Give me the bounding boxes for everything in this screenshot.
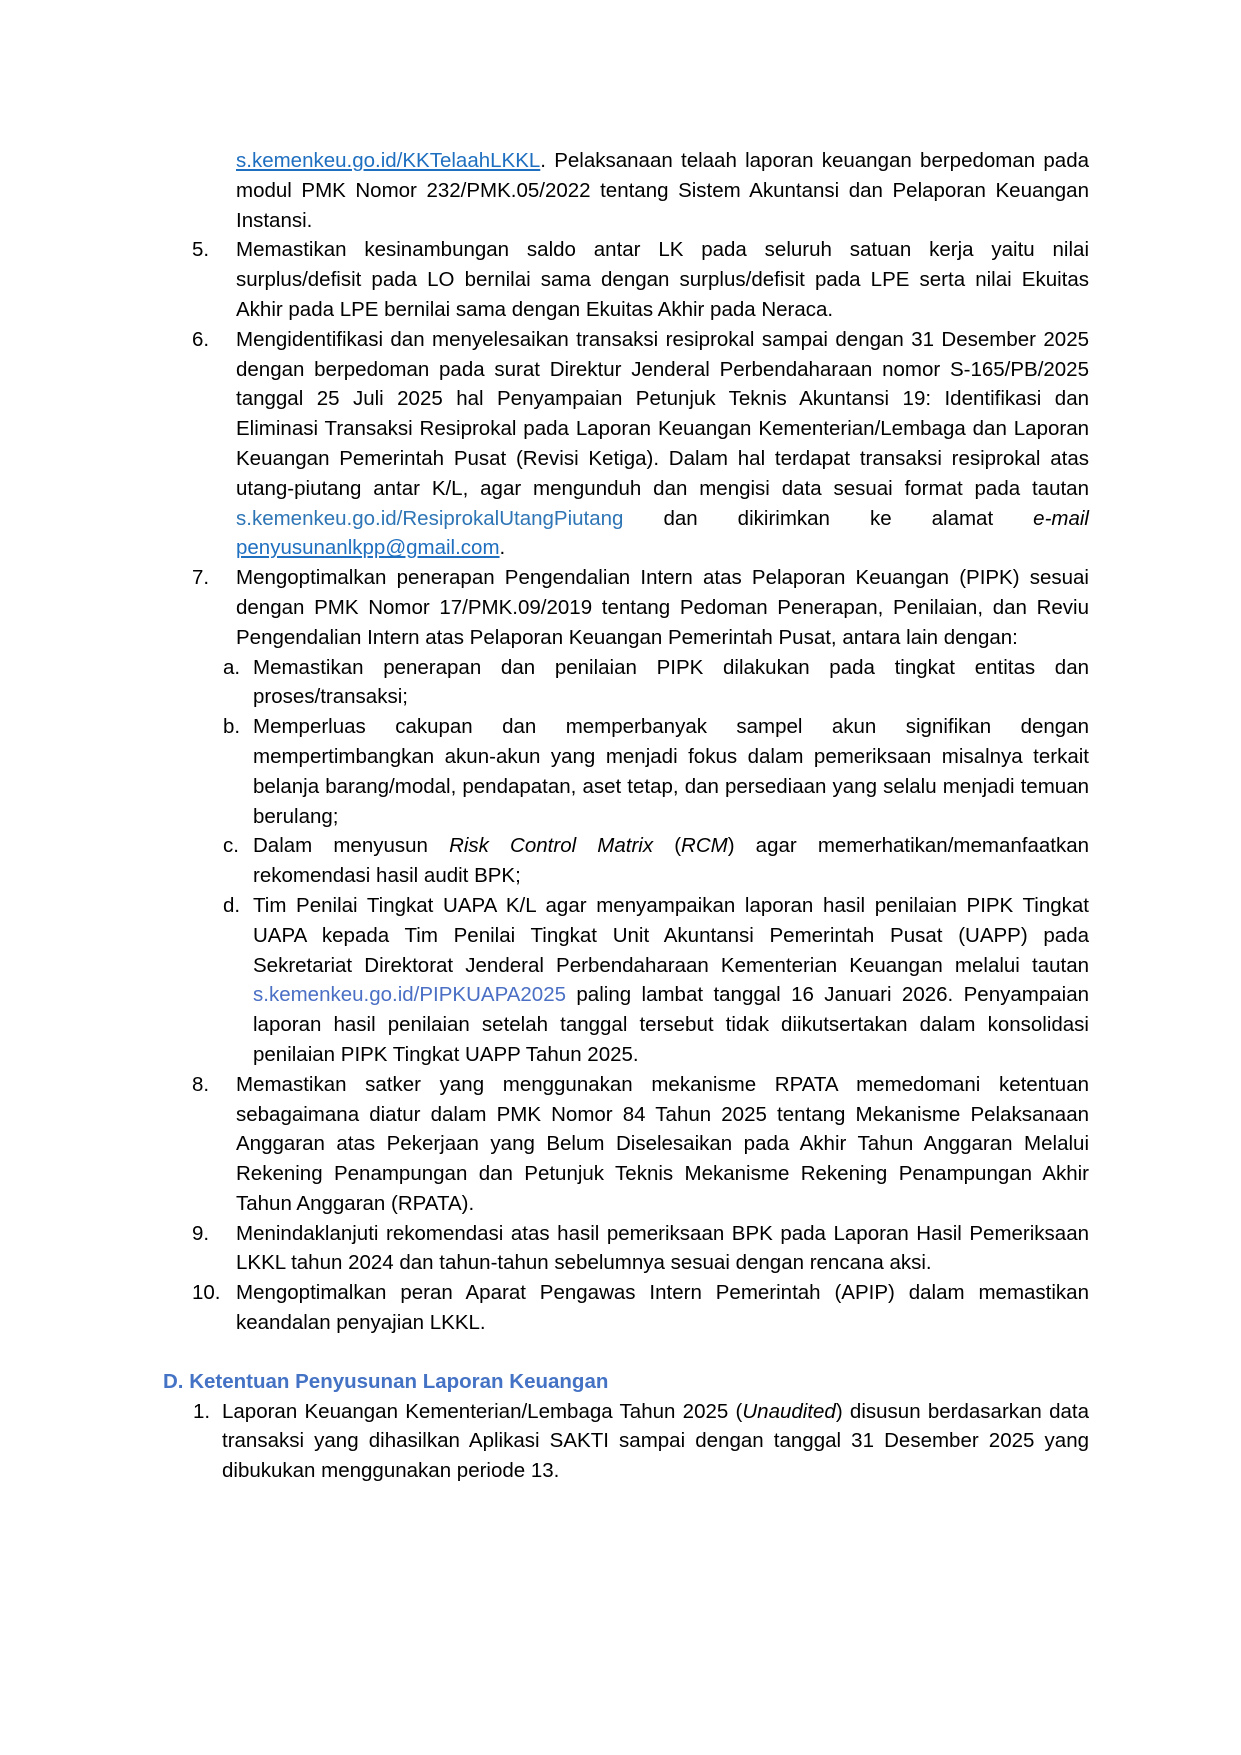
list-item-text: Laporan Keuangan Kementerian/Lembaga Tahun 2025 ( bbox=[222, 1399, 743, 1423]
link-kk-telaah-lkkl[interactable]: s.kemenkeu.go.id/KKTelaahLKKL bbox=[236, 149, 541, 172]
sublist-item-text: Tim Penilai Tingkat UAPA K/L agar menyampaikan laporan hasil penilaian PIPK Tingkat UAPA kepada Tim Penilai Tingkat Unit Akuntansi Pemerintah Pusat (UAPP) pada Sekretariat Direktorat Jenderal Perbendaharaan Kementerian Keuangan melalui tautan bbox=[253, 893, 1089, 977]
list-item-8 bbox=[192, 1070, 1089, 1219]
section-d-item-1 bbox=[193, 1397, 1089, 1486]
list-number: 6. bbox=[192, 327, 210, 351]
list-item-9 bbox=[192, 1219, 1089, 1279]
sublist-letter: c. bbox=[223, 834, 239, 858]
sublist-item-text-after: paling lambat tanggal 16 Januari 2026. Penyampaian laporan hasil penilaian setelah tanggal tersebut tidak diikutsertakan dalam konsolidasi penilaian PIPK Tingkat UAPP Tahun 2025. bbox=[253, 983, 1089, 1066]
document-body bbox=[0, 146, 1241, 1486]
list-item-text: Mengidentifikasi dan menyelesaikan transaksi resiprokal sampai dengan 31 Desember 2025 dengan berpedoman pada surat Direktur Jenderal Perbendaharaan nomor S-165/PB/2025 tanggal 25 Juli 2025 hal Penyampaian Petunjuk Teknis Akuntansi 19: Identifikasi dan Eliminasi Transaksi Resiprokal pada Laporan Keuangan Kementerian/Lembaga dan Laporan Keuangan Pemerintah Pusat (Revisi Ketiga). Dalam hal terdapat transaksi resiprokal atas utang-piutang antar K/L, agar mengunduh dan mengisi data sesuai format pada tautan bbox=[236, 327, 1089, 500]
list-number: 8. bbox=[192, 1072, 210, 1096]
link-resiprokal-utang-piutang[interactable]: s.kemenkeu.go.id/ResiprokalUtangPiutang bbox=[236, 506, 624, 530]
term-risk-control-matrix: Risk Control Matrix bbox=[449, 834, 654, 858]
list-number: 10. bbox=[192, 1281, 221, 1305]
item-4-continuation-text: . Pelaksanaan telaah laporan keuangan berpedoman pada modul PMK Nomor 232/PMK.05/2022 tentang Sistem Akuntansi dan Pelaporan Keuangan Instansi. bbox=[236, 149, 1089, 232]
list-item-text: Memastikan satker yang menggunakan mekanisme RPATA memedomani ketentuan sebagaimana diatur dalam PMK Nomor 84 Tahun 2025 tentang Mekanisme Pelaksanaan Anggaran atas Pekerjaan yang Belum Diselesaikan pada Akhir Tahun Anggaran Melalui Rekening Penampungan dan Petunjuk Teknis Mekanisme Rekening Penampungan Akhir Tahun Anggaran (RPATA). bbox=[236, 1072, 1089, 1215]
sublist-letter: b. bbox=[223, 715, 241, 739]
sublist-item-text: Dalam menyusun bbox=[253, 834, 428, 858]
term-rcm: RCM bbox=[681, 834, 728, 858]
list-item-text: Mengoptimalkan penerapan Pengendalian Intern atas Pelaporan Keuangan (PIPK) sesuai dengan PMK Nomor 17/PMK.09/2019 tentang Pedoman Penerapan, Penilaian, dan Reviu Pengendalian Intern atas Pelaporan Keuangan Pemerintah Pusat, antara lain dengan: bbox=[236, 566, 1089, 649]
paren-open: ( bbox=[674, 834, 682, 858]
list-item-10 bbox=[192, 1278, 1089, 1338]
list-number: 7. bbox=[192, 566, 210, 590]
list-item-text-after: ) disusun berdasarkan data transaksi yang dihasilkan Aplikasi SAKTI sampai dengan tanggal 31 Desember 2025 yang dibukukan menggunakan periode 13. bbox=[222, 1399, 1089, 1483]
email-label: e-mail bbox=[1033, 506, 1089, 530]
email-link[interactable]: penyusunanlkpp@gmail.com bbox=[236, 536, 500, 560]
list-item-text-after-link: dan dikirimkan ke alamat bbox=[663, 506, 994, 530]
list-item-7 bbox=[192, 563, 1089, 652]
list-item-text: Menindaklanjuti rekomendasi atas hasil pemeriksaan BPK pada Laporan Hasil Pemeriksaan LKKL tahun 2024 dan tahun-tahun sebelumnya sesuai dengan rencana aksi. bbox=[236, 1221, 1089, 1275]
list-item-6 bbox=[192, 325, 1089, 563]
sublist-item-text: Memperluas cakupan dan memperbanyak sampel akun signifikan dengan mempertimbangkan akun-akun yang menjadi fokus dalam pemeriksaan misalnya terkait belanja barang/modal, pendapatan, aset tetap, dan persediaan yang selalu menjadi temuan berulang; bbox=[253, 715, 1089, 828]
list-number: 5. bbox=[192, 238, 210, 262]
link-pipk-uapa-2025[interactable]: s.kemenkeu.go.id/PIPKUAPA2025 bbox=[253, 983, 566, 1007]
sublist-item-a bbox=[223, 653, 1089, 713]
sublist-item-b bbox=[223, 712, 1089, 831]
sentence-end: . bbox=[499, 536, 506, 560]
sublist-letter: d. bbox=[223, 893, 241, 917]
sublist-item-text-after: ) agar memerhatikan/memanfaatkan rekomendasi hasil audit BPK; bbox=[253, 834, 1090, 888]
term-unaudited: Unaudited bbox=[742, 1399, 836, 1423]
item-4-continuation bbox=[236, 146, 1089, 235]
list-item-5 bbox=[192, 235, 1089, 324]
list-item-text: Mengoptimalkan peran Aparat Pengawas Intern Pemerintah (APIP) dalam memastikan keandalan penyajian LKKL. bbox=[236, 1281, 1089, 1335]
sublist-item-text: Memastikan penerapan dan penilaian PIPK dilakukan pada tingkat entitas dan proses/transaksi; bbox=[253, 655, 1089, 709]
list-number: 1. bbox=[193, 1399, 211, 1423]
sublist-item-d bbox=[223, 891, 1089, 1070]
list-number: 9. bbox=[192, 1221, 210, 1245]
section-heading: D. Ketentuan Penyusunan Laporan Keuangan bbox=[163, 1369, 609, 1393]
sublist-letter: a. bbox=[223, 655, 241, 679]
sublist-item-c bbox=[223, 831, 1090, 891]
list-item-text: Memastikan kesinambungan saldo antar LK pada seluruh satuan kerja yaitu nilai surplus/defisit pada LO bernilai sama dengan surplus/defisit pada LPE serta nilai Ekuitas Akhir pada LPE bernilai sama dengan Ekuitas Akhir pada Neraca. bbox=[236, 238, 1089, 321]
